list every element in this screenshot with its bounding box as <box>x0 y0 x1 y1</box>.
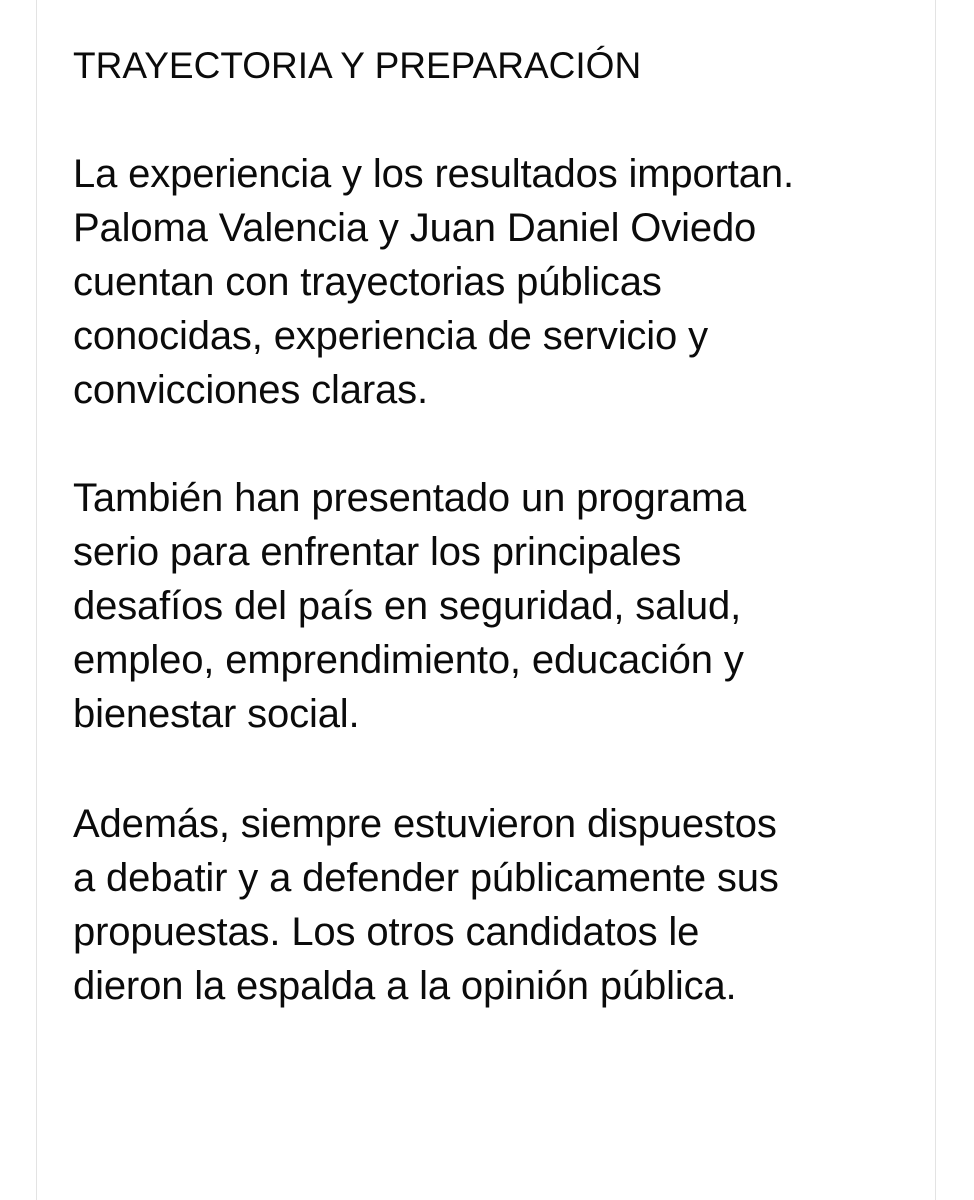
paragraph-line: La experiencia y los resultados importan. <box>73 152 794 196</box>
paragraph-line: cuentan con trayectorias públicas <box>73 260 662 304</box>
paragraph-line: dieron la espalda a la opinión pública. <box>73 964 737 1008</box>
paragraph-line: Paloma Valencia y Juan Daniel Oviedo <box>73 206 757 250</box>
paragraph-line: Además, siempre estuvieron dispuestos <box>73 802 777 846</box>
section-heading: TRAYECTORIA Y PREPARACIÓN <box>73 45 642 86</box>
paragraph-line: También han presentado un programa <box>73 476 747 520</box>
paragraph-line: propuestas. Los otros candidatos le <box>73 910 700 954</box>
paragraph-experience <box>73 147 923 417</box>
paragraph-line: convicciones claras. <box>73 368 428 412</box>
paragraph-line: a debatir y a defender públicamente sus <box>73 856 779 900</box>
paragraph-debate <box>73 797 923 1013</box>
paragraph-line: desafíos del país en seguridad, salud, <box>73 584 742 628</box>
paragraph-line: conocidas, experiencia de servicio y <box>73 314 708 358</box>
paragraph-line: empleo, emprendimiento, educación y <box>73 638 744 682</box>
paragraph-line: serio para enfrentar los principales <box>73 530 682 574</box>
document-content <box>73 41 923 1013</box>
paragraph-program <box>73 471 923 741</box>
paragraph-line: bienestar social. <box>73 692 360 736</box>
